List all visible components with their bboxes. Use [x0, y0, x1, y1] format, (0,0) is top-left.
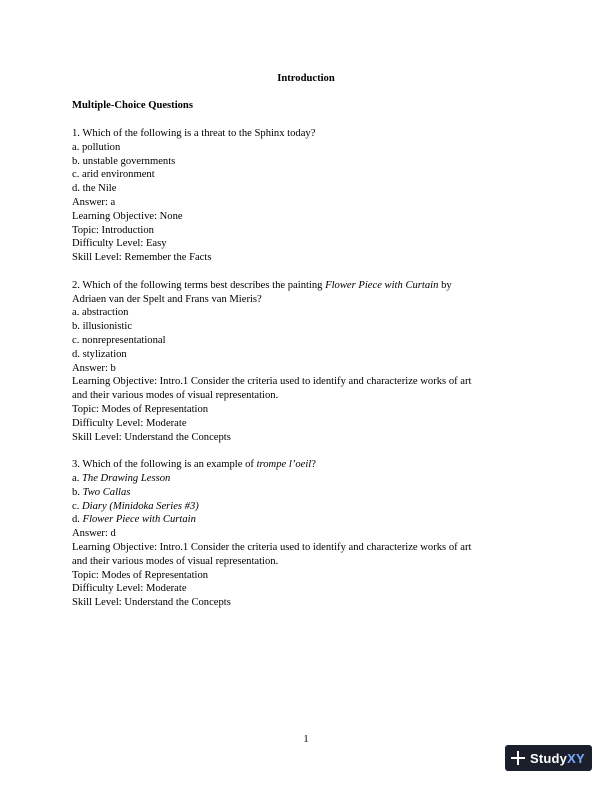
difficulty-level: Difficulty Level: Easy: [72, 238, 167, 250]
option-label: b.: [72, 486, 83, 498]
page-title: Introduction: [277, 73, 335, 84]
answer: Answer: a: [72, 196, 116, 208]
option-d: d. the Nile: [72, 183, 117, 195]
learning-objective: Learning Objective: Intro.1 Consider the criteria used to identify and characterize works of art: [72, 376, 472, 388]
question-list: [72, 127, 540, 624]
skill-level: Skill Level: Understand the Concepts: [72, 597, 231, 609]
skill-level: Skill Level: Remember the Facts: [72, 252, 212, 264]
difficulty-level: Difficulty Level: Moderate: [72, 583, 187, 595]
learning-objective: Learning Objective: Intro.1 Consider the criteria used to identify and characterize works of art: [72, 541, 472, 553]
option-b: b. unstable governments: [72, 155, 176, 167]
artwork-title: Flower Piece with Curtain: [325, 279, 439, 291]
learning-objective-continued: and their various modes of visual representation.: [72, 390, 279, 402]
badge-text-accent: XY: [567, 750, 585, 766]
plus-icon: [511, 751, 525, 765]
stem-text: 2. Which of the following terms best describes the painting: [72, 279, 326, 291]
skill-level: Skill Level: Understand the Concepts: [72, 431, 231, 443]
option-b: [72, 486, 540, 500]
stem-text: by: [438, 279, 452, 291]
question-stem: [72, 279, 540, 293]
option-a: a. abstraction: [72, 307, 129, 319]
page-number: 1: [303, 734, 309, 745]
section-heading: Multiple-Choice Questions: [72, 100, 193, 111]
artwork-title: Two Callas: [82, 486, 131, 498]
stem-text: ?: [311, 459, 316, 471]
artwork-title: Flower Piece with Curtain: [82, 514, 196, 526]
question-2: [72, 279, 540, 445]
option-label: a.: [72, 472, 82, 484]
question-stem: [72, 458, 540, 472]
topic: Topic: Modes of Representation: [72, 403, 209, 415]
question-stem: 1. Which of the following is a threat to the Sphinx today?: [72, 128, 316, 139]
option-a: [72, 472, 540, 486]
difficulty-level: Difficulty Level: Moderate: [72, 417, 187, 429]
option-d: [72, 513, 540, 527]
option-c: c. arid environment: [72, 169, 155, 181]
option-b: b. illusionistic: [72, 321, 133, 333]
option-d: d. stylization: [72, 348, 127, 360]
topic: Topic: Introduction: [72, 224, 154, 236]
studyxy-badge[interactable]: [505, 745, 592, 771]
stem-text: 3. Which of the following is an example of: [72, 459, 257, 471]
question-stem-continued: Adriaen van der Spelt and Frans van Mieris?: [72, 293, 262, 305]
question-3: [72, 458, 540, 610]
option-c: c. nonrepresentational: [72, 334, 166, 346]
learning-objective-continued: and their various modes of visual representation.: [72, 555, 279, 567]
learning-objective: Learning Objective: None: [72, 210, 183, 222]
topic: Topic: Modes of Representation: [72, 569, 209, 581]
question-1: [72, 127, 540, 265]
badge-text-main: Study: [530, 750, 568, 766]
badge-logo-text: [530, 751, 585, 766]
option-c: [72, 500, 540, 514]
option-a: a. pollution: [72, 141, 121, 153]
term-italic: trompe l’oeil: [256, 459, 312, 471]
option-label: c.: [72, 500, 82, 512]
artwork-title: Diary (Minidoka Series #3): [82, 500, 199, 512]
option-label: d.: [72, 514, 83, 526]
answer: Answer: b: [72, 362, 116, 374]
answer: Answer: d: [72, 528, 116, 540]
artwork-title: The Drawing Lesson: [82, 472, 171, 484]
